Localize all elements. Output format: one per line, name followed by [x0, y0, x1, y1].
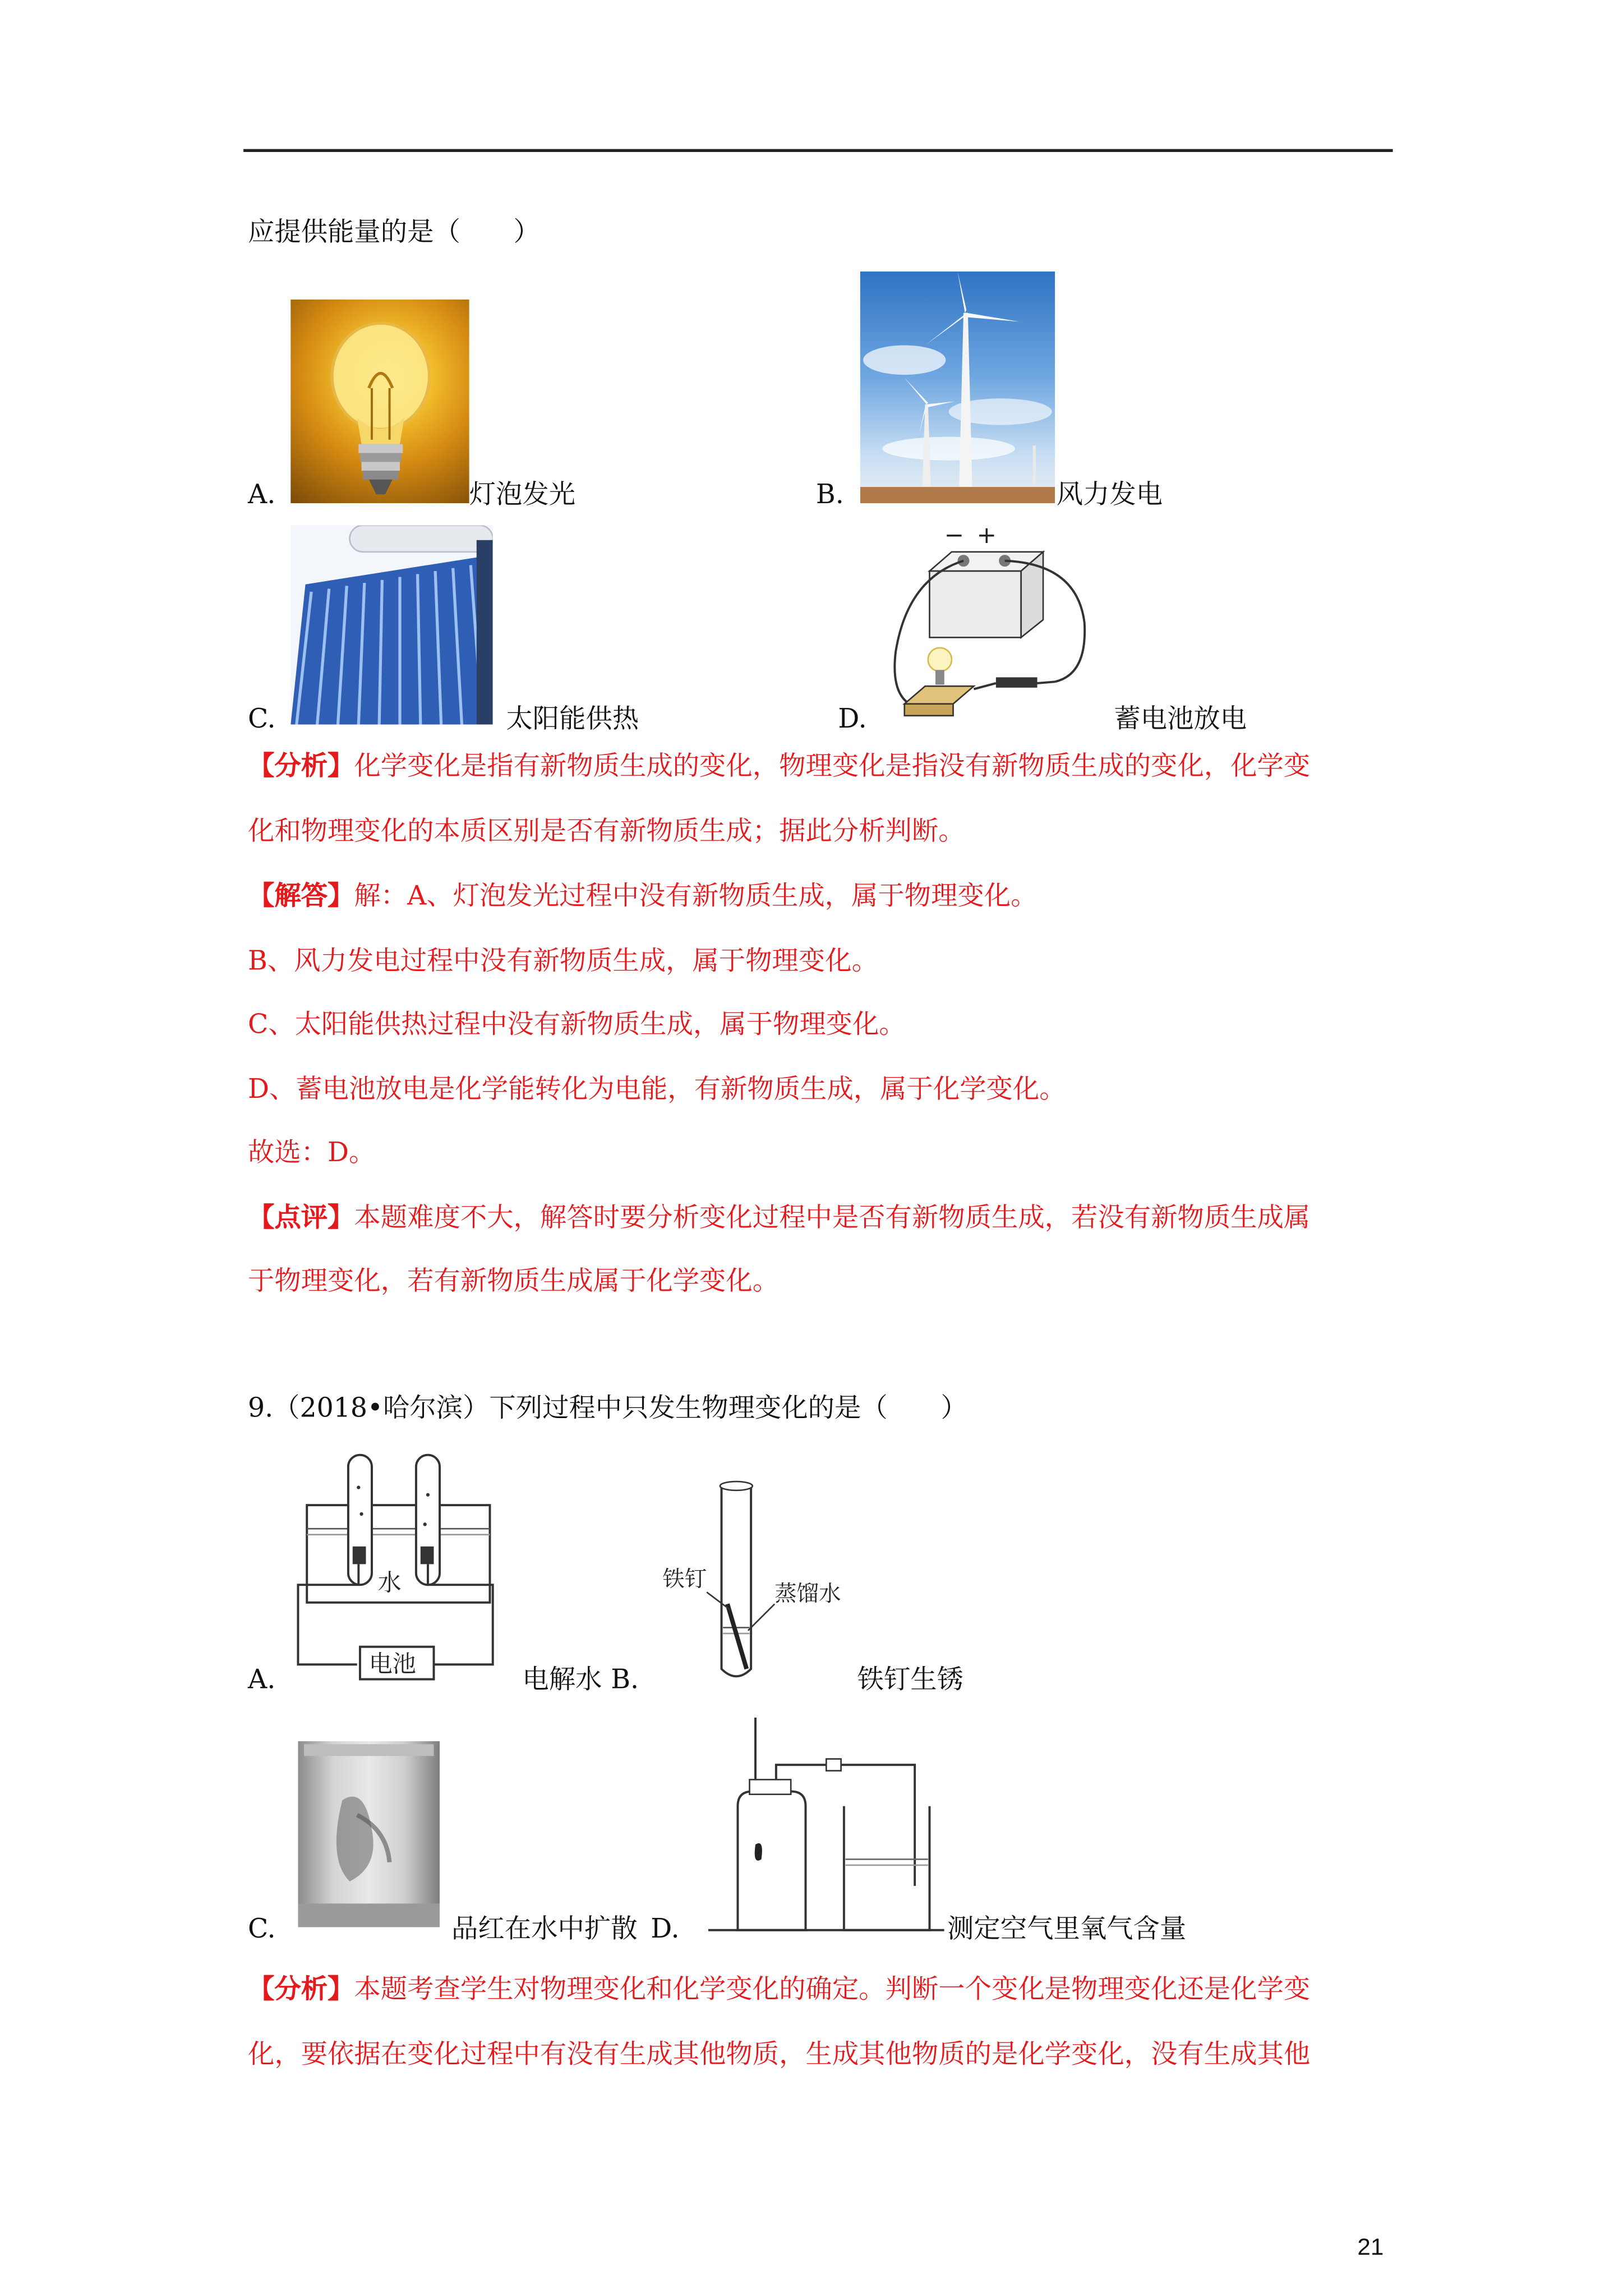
- diffusion-photo: [298, 1741, 440, 1927]
- option-b-letter: B.: [815, 479, 844, 511]
- header-rule: [243, 149, 1393, 151]
- answer-tag: 【解答】: [247, 881, 354, 912]
- battery-label: 电池: [368, 1650, 416, 1678]
- answer-line-3: C、太阳能供热过程中没有新物质生成，属于物理变化。: [247, 1009, 906, 1041]
- light-bulb-image: [291, 300, 469, 503]
- nail-rust-diagram: [662, 1480, 854, 1686]
- question-stem: 应提供能量的是（ ）: [247, 217, 540, 248]
- q9-analysis-tag: 【分析】: [247, 1974, 354, 2005]
- comment-line-2: 于物理变化，若有新物质生成属于化学变化。: [247, 1266, 780, 1297]
- battery-plus-sign: +: [976, 521, 997, 549]
- q9-option-a-letter: A.: [247, 1664, 276, 1696]
- comment-line-1: 【点评】本题难度不大，解答时要分析变化过程中是否有新物质生成，若没有新物质生成属: [247, 1202, 1311, 1234]
- question-9-stem: 9.（2018•哈尔滨）下列过程中只发生物理变化的是（ ）: [247, 1393, 967, 1424]
- q9-analysis-line-1: 【分析】本题考查学生对物理变化和化学变化的确定。判断一个变化是物理变化还是化学变: [247, 1974, 1311, 2005]
- analysis-line-2: 化和物理变化的本质区别是否有新物质生成；据此分析判断。: [247, 816, 965, 847]
- answer-line-2: B、风力发电过程中没有新物质生成，属于物理变化。: [247, 946, 879, 977]
- option-b-label: 风力发电: [1056, 479, 1163, 511]
- wind-turbine-image: [860, 272, 1055, 503]
- page-number: 21: [1357, 2235, 1384, 2261]
- option-c-letter: C.: [247, 703, 276, 735]
- q9-option-d-label: 测定空气里氧气含量: [947, 1913, 1187, 1945]
- q9-option-c-letter: C.: [247, 1913, 276, 1945]
- nail-label: 铁钉: [662, 1566, 707, 1592]
- option-d-letter: D.: [838, 703, 867, 735]
- option-d-label: 蓄电池放电: [1114, 703, 1247, 735]
- analysis-line-1: 【分析】化学变化是指有新物质生成的变化，物理变化是指没有新物质生成的变化，化学变: [247, 751, 1311, 783]
- distilled-water-label: 蒸馏水: [774, 1581, 841, 1607]
- option-a-letter: A.: [247, 479, 276, 511]
- water-label: 水: [377, 1568, 402, 1596]
- comment-tag: 【点评】: [247, 1202, 354, 1234]
- q9-option-c-label: 品红在水中扩散: [451, 1913, 638, 1945]
- battery-circuit-image: [878, 519, 1114, 726]
- electrolysis-diagram: [292, 1443, 499, 1682]
- answer-choice: 故选：D。: [247, 1138, 376, 1169]
- option-a-label: 灯泡发光: [469, 479, 576, 511]
- option-c-label: 太阳能供热: [506, 703, 639, 735]
- q9-option-b-letter: B.: [611, 1664, 639, 1696]
- answer-line-4: D、蓄电池放电是化学能转化为电能，有新物质生成，属于化学变化。: [247, 1074, 1066, 1106]
- battery-minus-sign: −: [944, 521, 965, 549]
- q9-option-a-label: 电解水: [522, 1664, 602, 1696]
- oxygen-measurement-apparatus: [708, 1711, 944, 1936]
- answer-line-1: 【解答】解：A、灯泡发光过程中没有新物质生成，属于物理变化。: [247, 881, 1038, 912]
- q9-analysis-line-2: 化，要依据在变化过程中有没有生成其他物质，生成其他物质的是化学变化，没有生成其他: [247, 2039, 1311, 2070]
- solar-heater-image: [291, 525, 492, 724]
- q9-option-b-label: 铁钉生锈: [857, 1664, 963, 1696]
- analysis-tag: 【分析】: [247, 751, 354, 783]
- q9-option-d-letter: D.: [651, 1913, 680, 1945]
